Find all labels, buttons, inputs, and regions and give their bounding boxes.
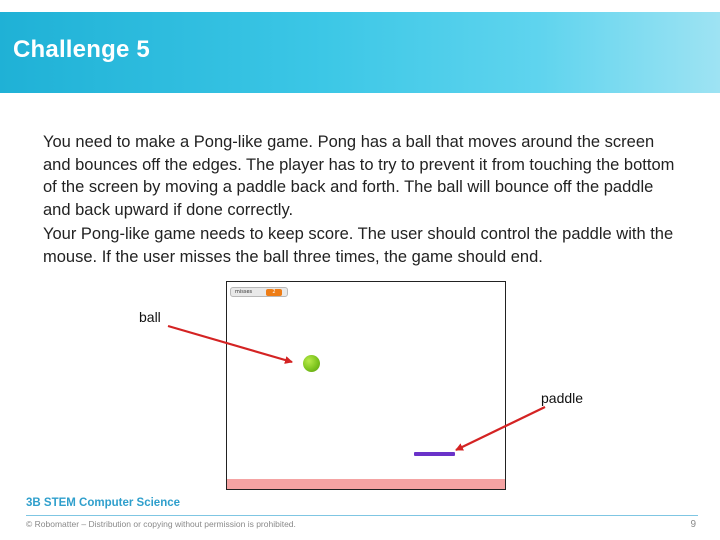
course-name: 3B STEM Computer Science <box>26 497 181 509</box>
copyright-notice: © Robomatter – Distribution or copying without permission is prohibited. <box>26 519 296 529</box>
slide-title: Challenge 5 <box>13 36 150 63</box>
page-number: 9 <box>690 519 696 530</box>
instruction-paragraph-1: You need to make a Pong-like game. Pong has a ball that moves around the screen and bounces off the edges. The player has to try to prevent it from touching the bottom of the screen by moving a paddle back and forth. The ball will bounce off the paddle and back upward if done correctly. <box>43 133 675 219</box>
paddle-arrow <box>456 407 545 450</box>
ball-arrow <box>168 326 292 362</box>
instruction-paragraph-2: Your Pong-like game needs to keep score. The user should control the paddle with the mouse. If the user misses the ball three times, the game should end. <box>43 225 674 266</box>
score-monitor-label: misses <box>235 289 253 295</box>
score-monitor-value: 2 <box>266 289 282 296</box>
paddle-callout-label: paddle <box>541 390 584 406</box>
ball-callout-label: ball <box>139 309 161 325</box>
footer-divider <box>26 515 698 516</box>
